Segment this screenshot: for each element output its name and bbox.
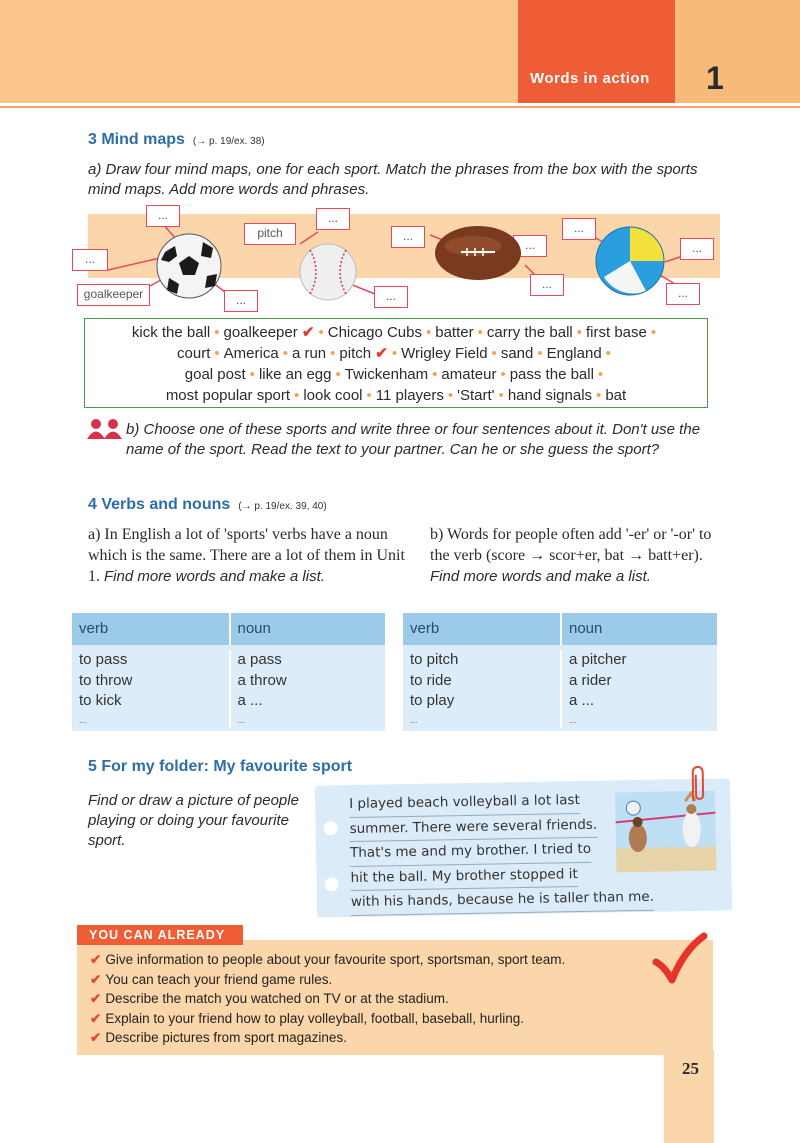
note-line: summer. There were several friends.	[349, 813, 597, 842]
mind-map-tag-blank: ...	[374, 286, 408, 308]
phrase-line-3: goal post • like an egg • Twickenham • amateur • pass the ball •	[184, 366, 604, 383]
note-line: hit the ball. My brother stopped it	[350, 863, 578, 891]
baseball-image	[298, 242, 358, 302]
mind-map-tag-blank: ...	[680, 238, 714, 260]
table-header-noun: noun	[229, 613, 386, 645]
ex5-instruction: Find or draw a picture of people playing or doing your favourite sport.	[88, 792, 299, 849]
table-cell: a ...	[569, 692, 595, 709]
list-item: ✔ You can teach your friend game rules.	[90, 971, 333, 987]
punch-hole	[324, 821, 338, 835]
table-cell: ...	[237, 714, 246, 725]
phrase-line-4: most popular sport • look cool • 11 players • 'Start' • hand signals • bat	[165, 387, 627, 404]
mind-map-tag-blank: ...	[513, 235, 547, 257]
table-cell: to play	[410, 692, 455, 709]
phrase-box	[84, 318, 708, 408]
check-icon: ✔	[90, 971, 102, 987]
ex3-instruction-a: a) Draw four mind maps, one for each sport. Match the phrases from the box with the sports mind maps. Add more words and phrases.	[88, 161, 698, 198]
table-cell: a pass	[237, 651, 282, 668]
ex4-instruction-a: a) In English a lot of 'sports' verbs have a noun which is the same. There are a lot of them in Unit 1. Find more words and make a list.	[88, 526, 405, 585]
table-cell: to pitch	[410, 651, 459, 668]
list-item: ✔ Describe the match you watched on TV or at the stadium.	[90, 991, 449, 1006]
list-item: ✔ Describe pictures from sport magazines.	[90, 1030, 347, 1045]
folder-note-card	[315, 778, 732, 917]
ex3-instruction-b: b) Choose one of these sports and write three or four sentences about it. Don't use the name of the sport. Read the text to your partner. Can he or she guess the sport?	[126, 421, 701, 458]
table-cell: to pass	[79, 651, 128, 668]
note-line: That's me and my brother. I tried to	[350, 838, 591, 867]
can-already-list	[90, 950, 565, 1048]
list-item: ✔ Give information to people about your favourite sport, sportsman, sport team.	[90, 952, 566, 967]
table-header-verb: verb	[410, 620, 440, 637]
ex4-title: 4 Verbs and nouns	[88, 496, 231, 513]
football-image	[155, 232, 223, 300]
table-header-noun: noun	[560, 613, 717, 645]
mind-map-tag-blank: ...	[72, 249, 108, 271]
check-icon: ✔	[90, 991, 102, 1006]
mind-map-tag-blank: ...	[391, 226, 425, 248]
table-cell: a pitcher	[569, 651, 627, 668]
mind-map-tag-blank: ...	[224, 290, 258, 312]
note-line: with his hands, because he is taller than me.	[351, 886, 654, 916]
check-icon: ✔	[90, 1030, 102, 1045]
table-cell: a ...	[237, 692, 263, 709]
ex3-ref: (→ p. 19/ex. 38)	[192, 136, 265, 147]
ex4-instruction-b: b) Words for people often add '-er' or '-or' to the verb (score → scor+er, bat → batt+er). Find more words and make a list.	[430, 526, 712, 585]
phrase-line-2: court • America • a run • pitch ✔ • Wrigley Field • sand • England •	[177, 345, 611, 362]
ex5-heading: 5 For my folder: My favourite sport	[88, 758, 353, 775]
page-number: 25	[682, 1059, 699, 1078]
check-icon: ✔	[90, 952, 102, 967]
can-already-title: YOU CAN ALREADY	[77, 925, 243, 945]
table-header-verb: verb	[79, 620, 109, 637]
table-cell: ...	[79, 714, 87, 725]
unit-number: 1	[706, 60, 724, 96]
verb-noun-table-right	[403, 613, 717, 731]
mind-map-tag-blank: ...	[562, 218, 596, 240]
volleyball-image	[594, 225, 666, 297]
mind-map-tag-blank: ...	[530, 274, 564, 296]
section-title: Words in action	[530, 70, 650, 87]
mind-map-tag-pitch: pitch	[244, 223, 296, 245]
ex4-ref: (→ p. 19/ex. 39, 40)	[238, 501, 327, 512]
pair-work-icon	[86, 418, 126, 440]
check-icon: ✔	[90, 1010, 102, 1026]
ex4-heading	[88, 496, 327, 514]
mind-map-tag-blank: ...	[146, 205, 180, 227]
table-cell: a throw	[237, 671, 287, 689]
table-cell: ...	[410, 714, 418, 725]
mind-map-tag-goalkeeper: goalkeeper	[77, 284, 150, 306]
mind-map-tag-blank: ...	[666, 283, 700, 305]
note-line: I played beach volleyball a lot last	[349, 789, 580, 818]
table-cell: ...	[569, 714, 577, 725]
big-check-icon	[650, 932, 708, 988]
table-cell: a rider	[569, 671, 612, 689]
punch-hole	[324, 877, 338, 891]
table-cell: to kick	[79, 692, 122, 709]
rugby-ball-image	[433, 222, 523, 284]
list-item: ✔ Explain to your friend how to play volleyball, football, baseball, hurling.	[90, 1010, 525, 1026]
verb-noun-table-left	[72, 613, 385, 731]
ex3-title: 3 Mind maps	[88, 131, 185, 148]
phrase-line-1: kick the ball • goalkeeper ✔ • Chicago Cubs • batter • carry the ball • first base •	[131, 324, 657, 341]
mind-map-lines	[0, 0, 800, 320]
paperclip-icon	[685, 765, 710, 805]
table-cell: to ride	[410, 671, 452, 689]
table-cell: to throw	[79, 671, 133, 689]
mind-map-tag-blank: ...	[316, 208, 350, 230]
